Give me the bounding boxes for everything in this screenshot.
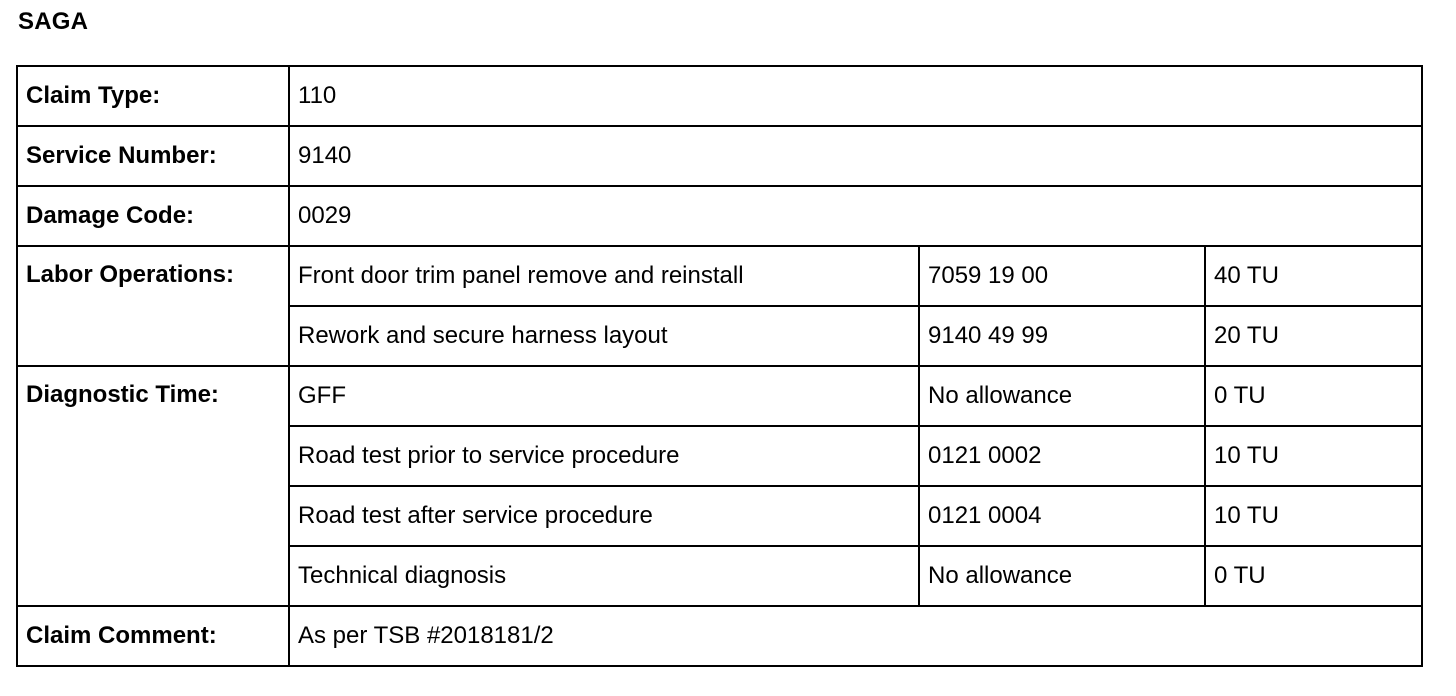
labor-operation-description: Front door trim panel remove and reinstall xyxy=(289,246,919,306)
claim-type-value: 110 xyxy=(289,66,1422,126)
diagnostic-time: 0 TU xyxy=(1205,366,1422,426)
claim-comment-row xyxy=(17,606,1422,666)
labor-operation-row xyxy=(17,246,1422,306)
diagnostic-time: 10 TU xyxy=(1205,426,1422,486)
claim-comment-value: As per TSB #2018181/2 xyxy=(289,606,1422,666)
diagnostic-time: 10 TU xyxy=(1205,486,1422,546)
claim-type-row xyxy=(17,66,1422,126)
service-number-value: 9140 xyxy=(289,126,1422,186)
diagnostic-description: Road test after service procedure xyxy=(289,486,919,546)
labor-operation-time: 20 TU xyxy=(1205,306,1422,366)
diagnostic-code: No allowance xyxy=(919,546,1205,606)
claim-table xyxy=(16,65,1423,667)
labor-operation-code: 9140 49 99 xyxy=(919,306,1205,366)
diagnostic-code: No allowance xyxy=(919,366,1205,426)
diagnostic-time-row xyxy=(17,366,1422,426)
damage-code-label: Damage Code: xyxy=(17,186,289,246)
service-number-label: Service Number: xyxy=(17,126,289,186)
service-number-row xyxy=(17,126,1422,186)
diagnostic-description: Road test prior to service procedure xyxy=(289,426,919,486)
claim-comment-label: Claim Comment: xyxy=(17,606,289,666)
labor-operation-code: 7059 19 00 xyxy=(919,246,1205,306)
diagnostic-code: 0121 0004 xyxy=(919,486,1205,546)
labor-operation-description: Rework and secure harness layout xyxy=(289,306,919,366)
labor-operation-time: 40 TU xyxy=(1205,246,1422,306)
labor-operations-label: Labor Operations: xyxy=(17,246,289,366)
diagnostic-code: 0121 0002 xyxy=(919,426,1205,486)
claim-type-label: Claim Type: xyxy=(17,66,289,126)
diagnostic-description: Technical diagnosis xyxy=(289,546,919,606)
damage-code-row xyxy=(17,186,1422,246)
damage-code-value: 0029 xyxy=(289,186,1422,246)
document-title: SAGA xyxy=(18,8,89,35)
diagnostic-time-label: Diagnostic Time: xyxy=(17,366,289,606)
diagnostic-description: GFF xyxy=(289,366,919,426)
diagnostic-time: 0 TU xyxy=(1205,546,1422,606)
